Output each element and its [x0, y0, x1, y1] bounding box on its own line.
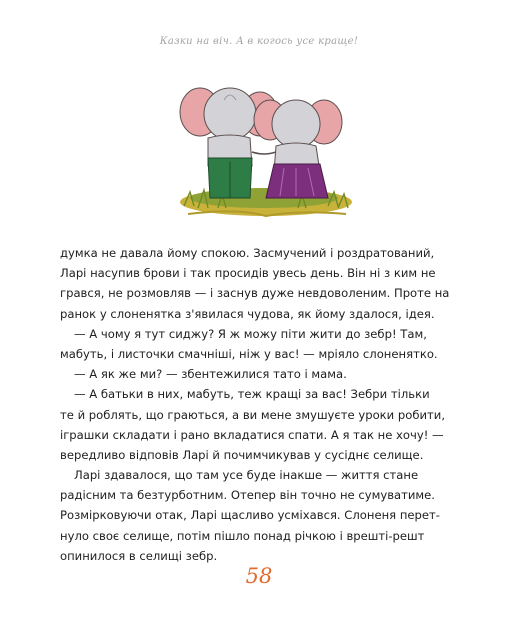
- text-line: думка не давала йому спокою. Засмучений і роздратований,: [60, 246, 435, 260]
- text-line: нуло своє селище, потім пішло понад річкою і врешті-решт: [60, 528, 425, 543]
- text-line: те й роблять, що граються, а ви мене змушуєте уроки робити,: [60, 407, 445, 422]
- text-line: грався, не розмовляв — і заснув дуже невдоволеним. Проте на: [60, 286, 450, 301]
- text-line: — А батьки в них, мабуть, теж кращі за вас! Зебри тільки: [74, 387, 430, 402]
- text-line: опинилося в селищі зебр.: [60, 548, 218, 563]
- text-line: ранок у слоненятка з'явилася чудова, як йому здалося, ідея.: [60, 306, 435, 321]
- page-number: 58: [245, 564, 273, 588]
- running-header: Казки на віч. А в когось усе краще!: [159, 36, 359, 47]
- text-line: Розмірковуючи отак, Ларі щасливо усміхався. Слоненя перет-: [60, 508, 440, 523]
- text-line: іграшки складати і рано вкладатися спати. А я так не хочу! —: [60, 427, 444, 442]
- text-line: — А чому я тут сиджу? Я ж можу піти жити до зебр! Там,: [74, 326, 427, 341]
- text-line: Ларі насупив брови і так просидів увесь день. Він ні з ким не: [60, 266, 436, 281]
- text-line: вередливо відповів Ларі й почимчикував у сусіднє селище.: [60, 447, 424, 462]
- text-line: мабуть, і листочки смачніші, ніж у вас! — мріяло слоненятко.: [60, 346, 438, 361]
- text-line: радісним та безтурботним. Отепер він точно не сумуватиме.: [60, 488, 435, 503]
- elephant-mom: [252, 100, 342, 198]
- text-line: — А як же ми? — збентежилися тато і мама.: [74, 367, 347, 382]
- elephants-illustration: [178, 82, 352, 220]
- text-line: Ларі здавалося, що там усе буде інакше — життя стане: [74, 468, 419, 483]
- story-text: [60, 243, 458, 566]
